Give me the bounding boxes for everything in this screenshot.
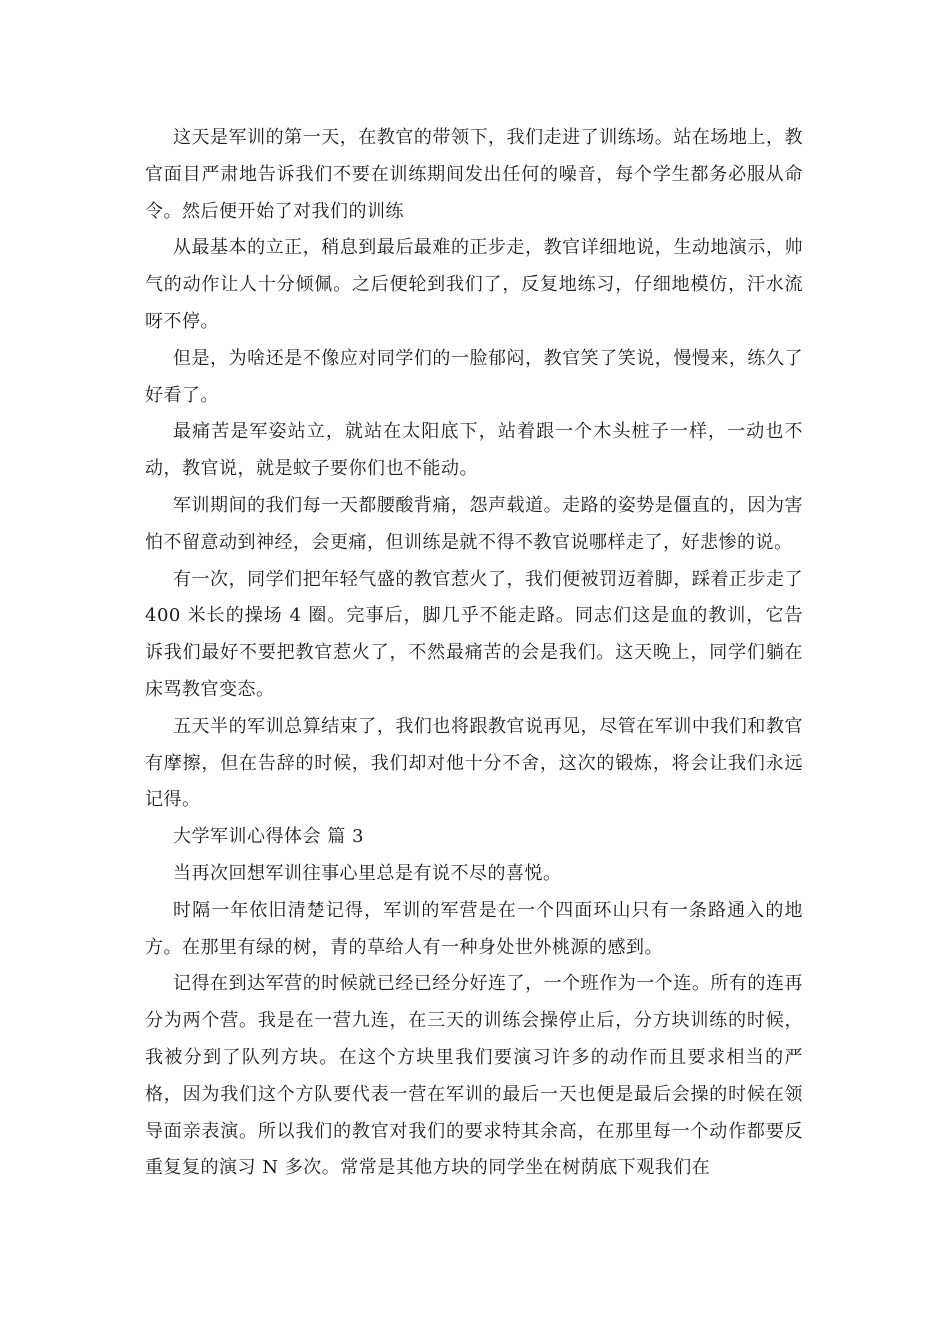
section-heading: 大学军训心得体会 篇 3	[173, 826, 364, 848]
paragraph-recollection: 当再次回想军训往事心里总是有说不尽的喜悦。	[173, 862, 562, 884]
paragraph-standing-posture: 最痛苦是军姿站立，就站在太阳底下，站着跟一个木头桩子一样，一动也不动，教官说，就是蚊子要你们也不能动。	[145, 421, 803, 480]
paragraph-punishment: 有一次，同学们把年轻气盛的教官惹火了，我们便被罚迈着脚，踩着正步走了 400 米长的操场 4 圈。完事后，脚几乎不能走路。同志们这是血的教训，它告诉我们最好不要把教官惹火了，不然最痛苦的会是我们。这天晚上，同学们躺在床骂教官变态。	[145, 568, 803, 700]
paragraph-instructor-advice: 但是，为啥还是不像应对同学们的一脸郁闷，教官笑了笑说，慢慢来，练久了好看了。	[145, 347, 803, 406]
paragraph-farewell: 五天半的军训总算结束了，我们也将跟教官说再见，尽管在军训中我们和教官有摩擦，但在告辞的时候，我们却对他十分不舍，这次的锻炼，将会让我们永远记得。	[145, 715, 803, 811]
paragraph-sore-muscles: 军训期间的我们每一天都腰酸背痛，怨声载道。走路的姿势是僵直的，因为害怕不留意动到神经，会更痛，但训练是就不得不教官说哪样走了，好悲惨的说。	[145, 494, 803, 553]
paragraph-camp-location: 时隔一年依旧清楚记得，军训的军营是在一个四面环山只有一条路通入的地方。在那里有绿的树，青的草给人有一种身处世外桃源的感到。	[145, 899, 803, 958]
paragraph-basic-drills: 从最基本的立正，稍息到最后最难的正步走，教官详细地说，生动地演示，帅气的动作让人十分倾佩。之后便轮到我们了，反复地练习，仔细地模仿，汗水流呀不停。	[145, 237, 803, 332]
paragraph-first-day: 这天是军训的第一天，在教官的带领下，我们走进了训练场。站在场地上，教官面目严肃地告诉我们不要在训练期间发出任何的噪音，每个学生都务必服从命令。然后便开始了对我们的训练	[145, 127, 803, 222]
paragraph-formation-training: 记得在到达军营的时候就已经已经分好连了，一个班作为一个连。所有的连再分为两个营。我是在一营九连，在三天的训练会操停止后，分方块训练的时候，我被分到了队列方块。在这个方块里我们要演习许多的动作而且要求相当的严格，因为我们这个方队要代表一营在军训的最后一天也便是最后会操的时候在领导面亲表演。所以我们的教官对我们的要求特其余高，在那里每一个动作都要反重复复的演习 N 多次。常常是其他方块的同学坐在树荫底下观我们在	[145, 973, 803, 1179]
document-body	[145, 120, 803, 1187]
